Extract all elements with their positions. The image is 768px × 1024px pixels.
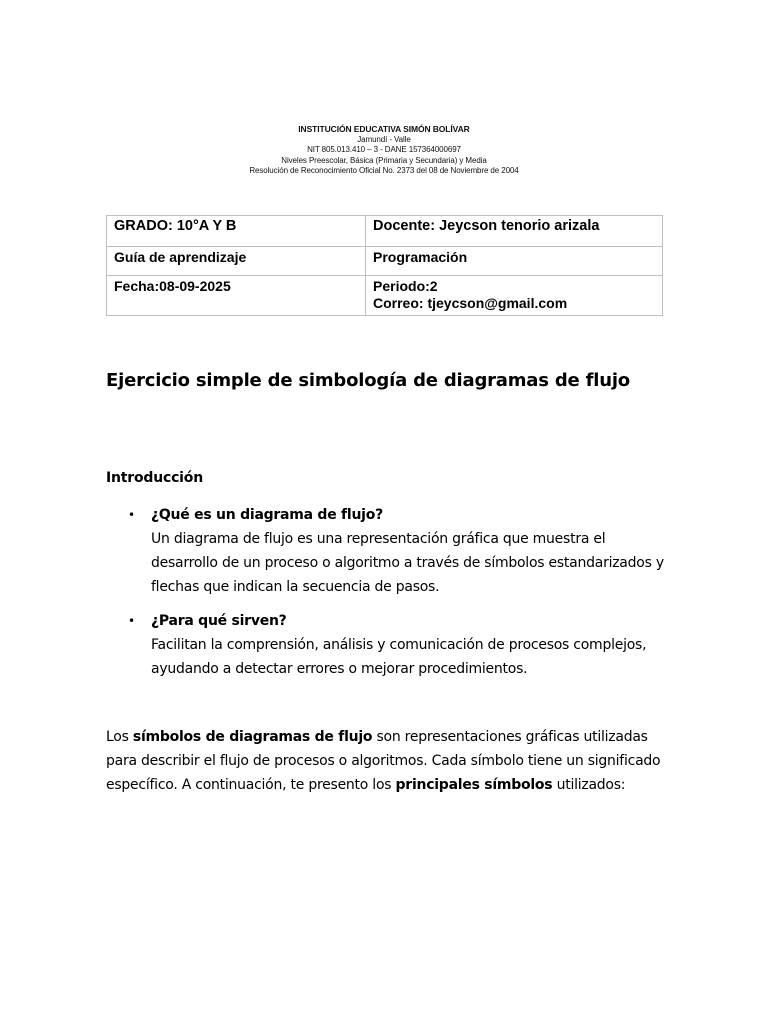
- intro-heading: Introducción: [106, 470, 203, 486]
- date-cell: Fecha:08-09-2025: [107, 276, 366, 316]
- teacher-cell: Docente: Jeycson tenorio arizala: [366, 216, 663, 247]
- intro-bullet-list: [106, 503, 666, 681]
- paragraph-text: utilizados:: [552, 777, 626, 793]
- paragraph-text: Los: [106, 729, 133, 745]
- info-row: [107, 216, 663, 247]
- bullet-icon: •: [128, 508, 135, 522]
- info-row: [107, 276, 663, 316]
- bullet-question: ¿Para qué sirven?: [151, 613, 287, 629]
- period-email-cell: [366, 276, 663, 316]
- subject-cell: Programación: [366, 247, 663, 276]
- grade-cell: GRADO: 10°A Y B: [107, 216, 366, 247]
- paragraph-bold-text: símbolos de diagramas de flujo: [132, 729, 373, 745]
- institution-name: INSTITUCIÓN EDUCATIVA SIMÓN BOLÍVAR: [298, 124, 470, 134]
- bullet-answer: Un diagrama de flujo es una representación gráfica que muestra el desarrollo de un proceso o algoritmo a través de símbolos estandarizados y flechas que indican la secuencia de pasos.: [151, 531, 664, 595]
- bullet-answer: Facilitan la comprensión, análisis y comunicación de procesos complejos, ayudando a detectar errores o mejorar procedimientos.: [151, 637, 647, 677]
- institution-resolution: Resolución de Reconocimiento Oficial No. 2373 del 08 de Noviembre de 2004: [249, 166, 519, 175]
- paragraph-text: son representaciones gráficas utilizadas para describir el flujo de procesos o algoritmos. Cada símbolo tiene un significado específico. A continuación, te presento los: [106, 729, 661, 793]
- document-header: [0, 124, 768, 177]
- bullet-question: ¿Qué es un diagrama de flujo?: [151, 507, 383, 523]
- list-item: [106, 503, 666, 599]
- institution-city: Jamundí - Valle: [357, 134, 411, 144]
- bullet-icon: •: [128, 614, 135, 628]
- institution-levels: Niveles Preescolar, Básica (Primaria y Secundaria) y Media: [281, 155, 487, 165]
- page-title: Ejercicio simple de simbología de diagramas de flujo: [106, 370, 630, 391]
- email-text: Correo: tjeycson@gmail.com: [373, 295, 568, 311]
- symbols-paragraph: [106, 725, 666, 797]
- info-table: [106, 215, 663, 316]
- list-item: [106, 609, 666, 681]
- institution-nit: NIT 805.013.410 – 3 - DANE 157364000697: [307, 145, 461, 154]
- info-row: [107, 247, 663, 276]
- period-text: Periodo:2: [373, 278, 438, 294]
- guide-cell: Guía de aprendizaje: [107, 247, 366, 276]
- paragraph-bold-text: principales símbolos: [395, 777, 553, 793]
